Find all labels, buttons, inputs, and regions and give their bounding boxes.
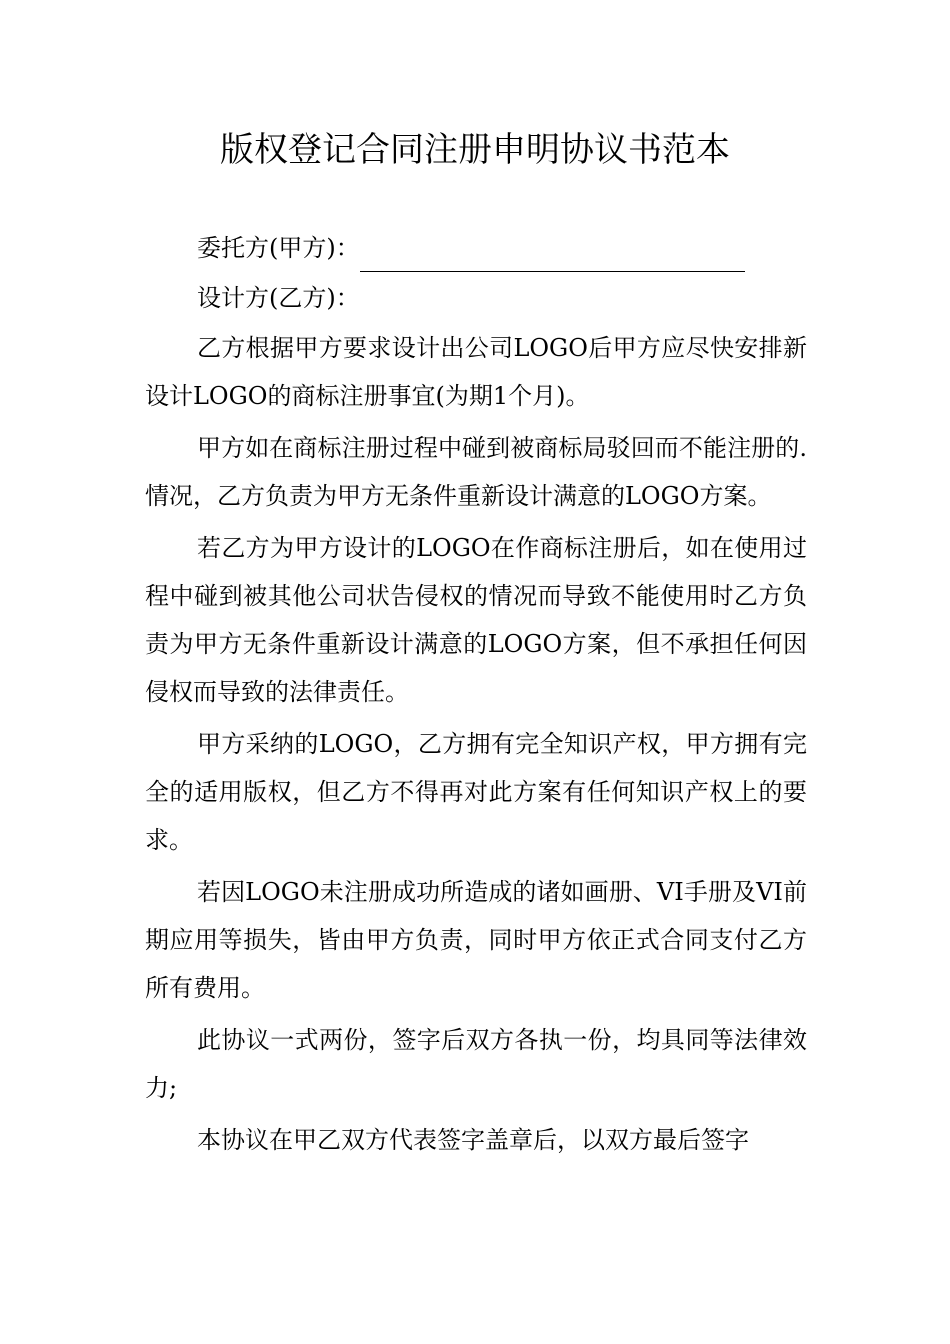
paragraph-registration: 乙方根据甲方要求设计出公司LOGO后甲方应尽快安排新设计LOGO的商标注册事宜(为期1个月)。 bbox=[145, 334, 807, 410]
client-label: 委托方(甲方)： bbox=[197, 234, 360, 262]
client-blank-line bbox=[360, 241, 745, 272]
paragraph-ip-rights: 甲方采纳的LOGO，乙方拥有完全知识产权，甲方拥有完全的适用版权，但乙方不得再对此方案有任何知识产权上的要求。 bbox=[145, 730, 807, 854]
paragraph-losses: 若因LOGO未注册成功所造成的诸如画册、VI手册及VI前期应用等损失，皆由甲方负责，同时甲方依正式合同支付乙方所有费用。 bbox=[145, 878, 807, 1002]
document-body bbox=[145, 224, 807, 1168]
paragraph-rejection: 甲方如在商标注册过程中碰到被商标局驳回而不能注册的.情况，乙方负责为甲方无条件重新设计满意的LOGO方案。 bbox=[145, 434, 807, 510]
paragraph-effective: 本协议在甲乙双方代表签字盖章后，以双方最后签字 bbox=[197, 1126, 749, 1154]
paragraph-infringement: 若乙方为甲方设计的LOGO在作商标注册后，如在使用过程中碰到被其他公司状告侵权的情况而导致不能使用时乙方负责为甲方无条件重新设计满意的LOGO方案，但不承担任何因侵权而导致的法律责任。 bbox=[145, 534, 807, 706]
paragraph-copies: 此协议一式两份，签字后双方各执一份，均具同等法律效力; bbox=[145, 1026, 807, 1102]
designer-label: 设计方(乙方)： bbox=[197, 284, 360, 312]
client-field bbox=[145, 224, 807, 272]
designer-field bbox=[145, 274, 807, 322]
document-title: 版权登记合同注册申明协议书范本 bbox=[220, 130, 730, 170]
